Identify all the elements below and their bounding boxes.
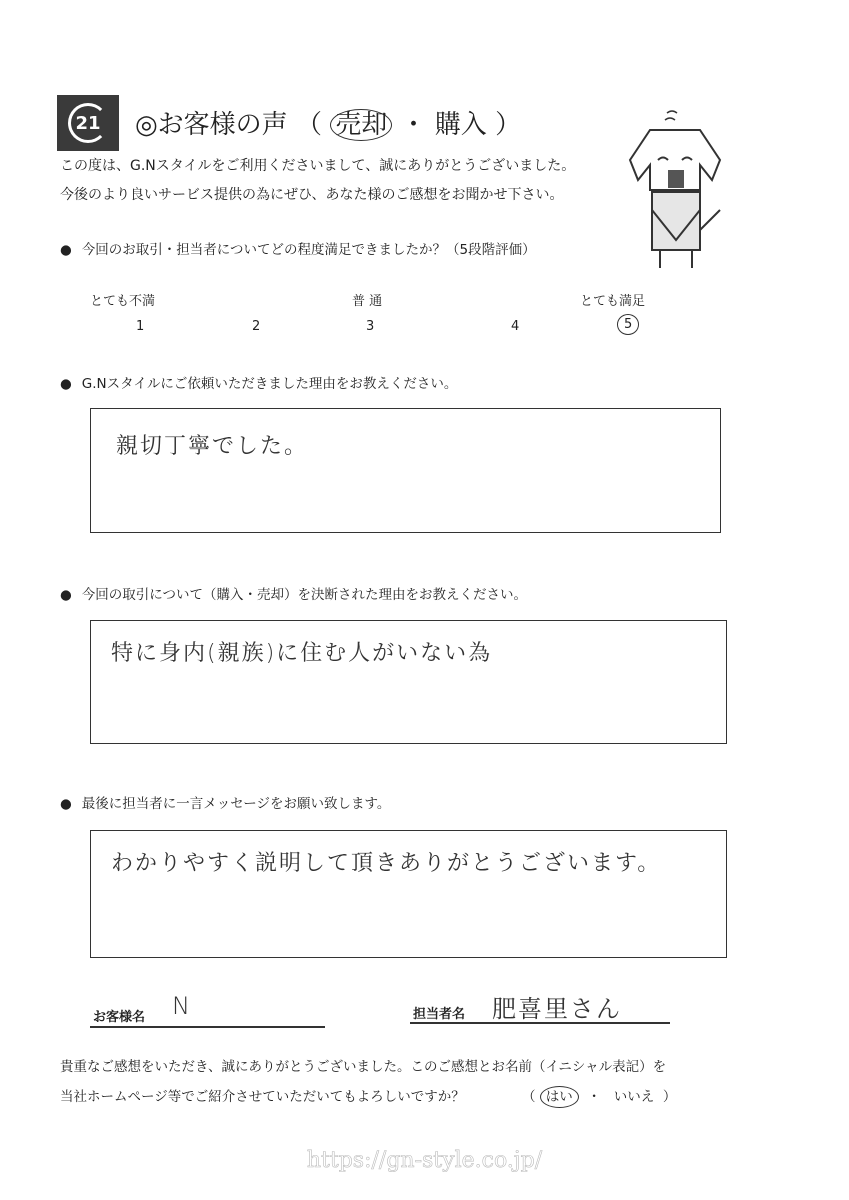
website-watermark: https://gn-style.co.jp/: [306, 1148, 543, 1173]
q4-question: ● 最後に担当者に一言メッセージをお願い致します。: [60, 792, 390, 812]
customer-name-label: お客様名: [93, 1010, 146, 1025]
intro-line-1: この度は、G.Nスタイルをご利用くださいまして、誠にありがとうございました。: [60, 158, 576, 174]
scale-option-3: 3: [366, 319, 375, 334]
staff-name-label: 担当者名: [413, 1007, 466, 1022]
q4-answer-box: [90, 830, 727, 958]
q4-answer: わかりやすく説明して頂きありがとうございます。: [111, 851, 662, 876]
q3-answer-box: [90, 620, 727, 744]
q2-question: ● G.Nスタイルにご依頼いただきました理由をお教えください。: [60, 372, 457, 392]
scale-label-low: とても不満: [90, 294, 156, 309]
q3-question: ● 今回の取引について（購入・売却）を決断された理由をお教えください。: [60, 583, 527, 603]
century21-logo: 21: [57, 95, 119, 151]
page-title: ◎お客様の声 （ 売却 ・ 購入 ）: [135, 110, 522, 140]
scale-option-2: 2: [252, 319, 261, 334]
consent-line-1: 貴重なご感想をいただき、誠にありがとうございました。このご感想とお名前（イニシャル表記）を: [60, 1059, 667, 1075]
consent-options: （ はい ・ いいえ ）: [522, 1085, 676, 1105]
consent-yes-circled: はい: [540, 1086, 579, 1108]
buy-option: 購入: [434, 110, 487, 140]
scale-label-mid: 普 通: [352, 294, 383, 309]
scale-option-5-selected: 5: [617, 314, 639, 335]
scale-option-1: 1: [136, 319, 145, 334]
staff-name-value: 肥喜里さん: [492, 995, 622, 1023]
sell-option-circled: 売却: [330, 109, 392, 141]
consent-no: いいえ: [613, 1089, 655, 1105]
q1-question: ● 今回のお取引・担当者についてどの程度満足できましたか？（5段階評価）: [60, 238, 536, 258]
q2-answer-box: [90, 408, 721, 533]
customer-name-value: N: [172, 992, 192, 1020]
scale-option-4: 4: [511, 319, 520, 334]
dog-mascot-illustration: [620, 110, 730, 270]
q3-answer: 特に身内(親族)に住む人がいない為: [111, 641, 493, 666]
q2-answer: 親切丁寧でした。: [116, 434, 309, 459]
scale-label-high: とても満足: [580, 294, 646, 309]
intro-line-2: 今後のより良いサービス提供の為にぜひ、あなた様のご感想をお聞かせ下さい。: [60, 187, 564, 203]
consent-line-2: 当社ホームページ等でご紹介させていただいてもよろしいですか？: [60, 1089, 465, 1105]
